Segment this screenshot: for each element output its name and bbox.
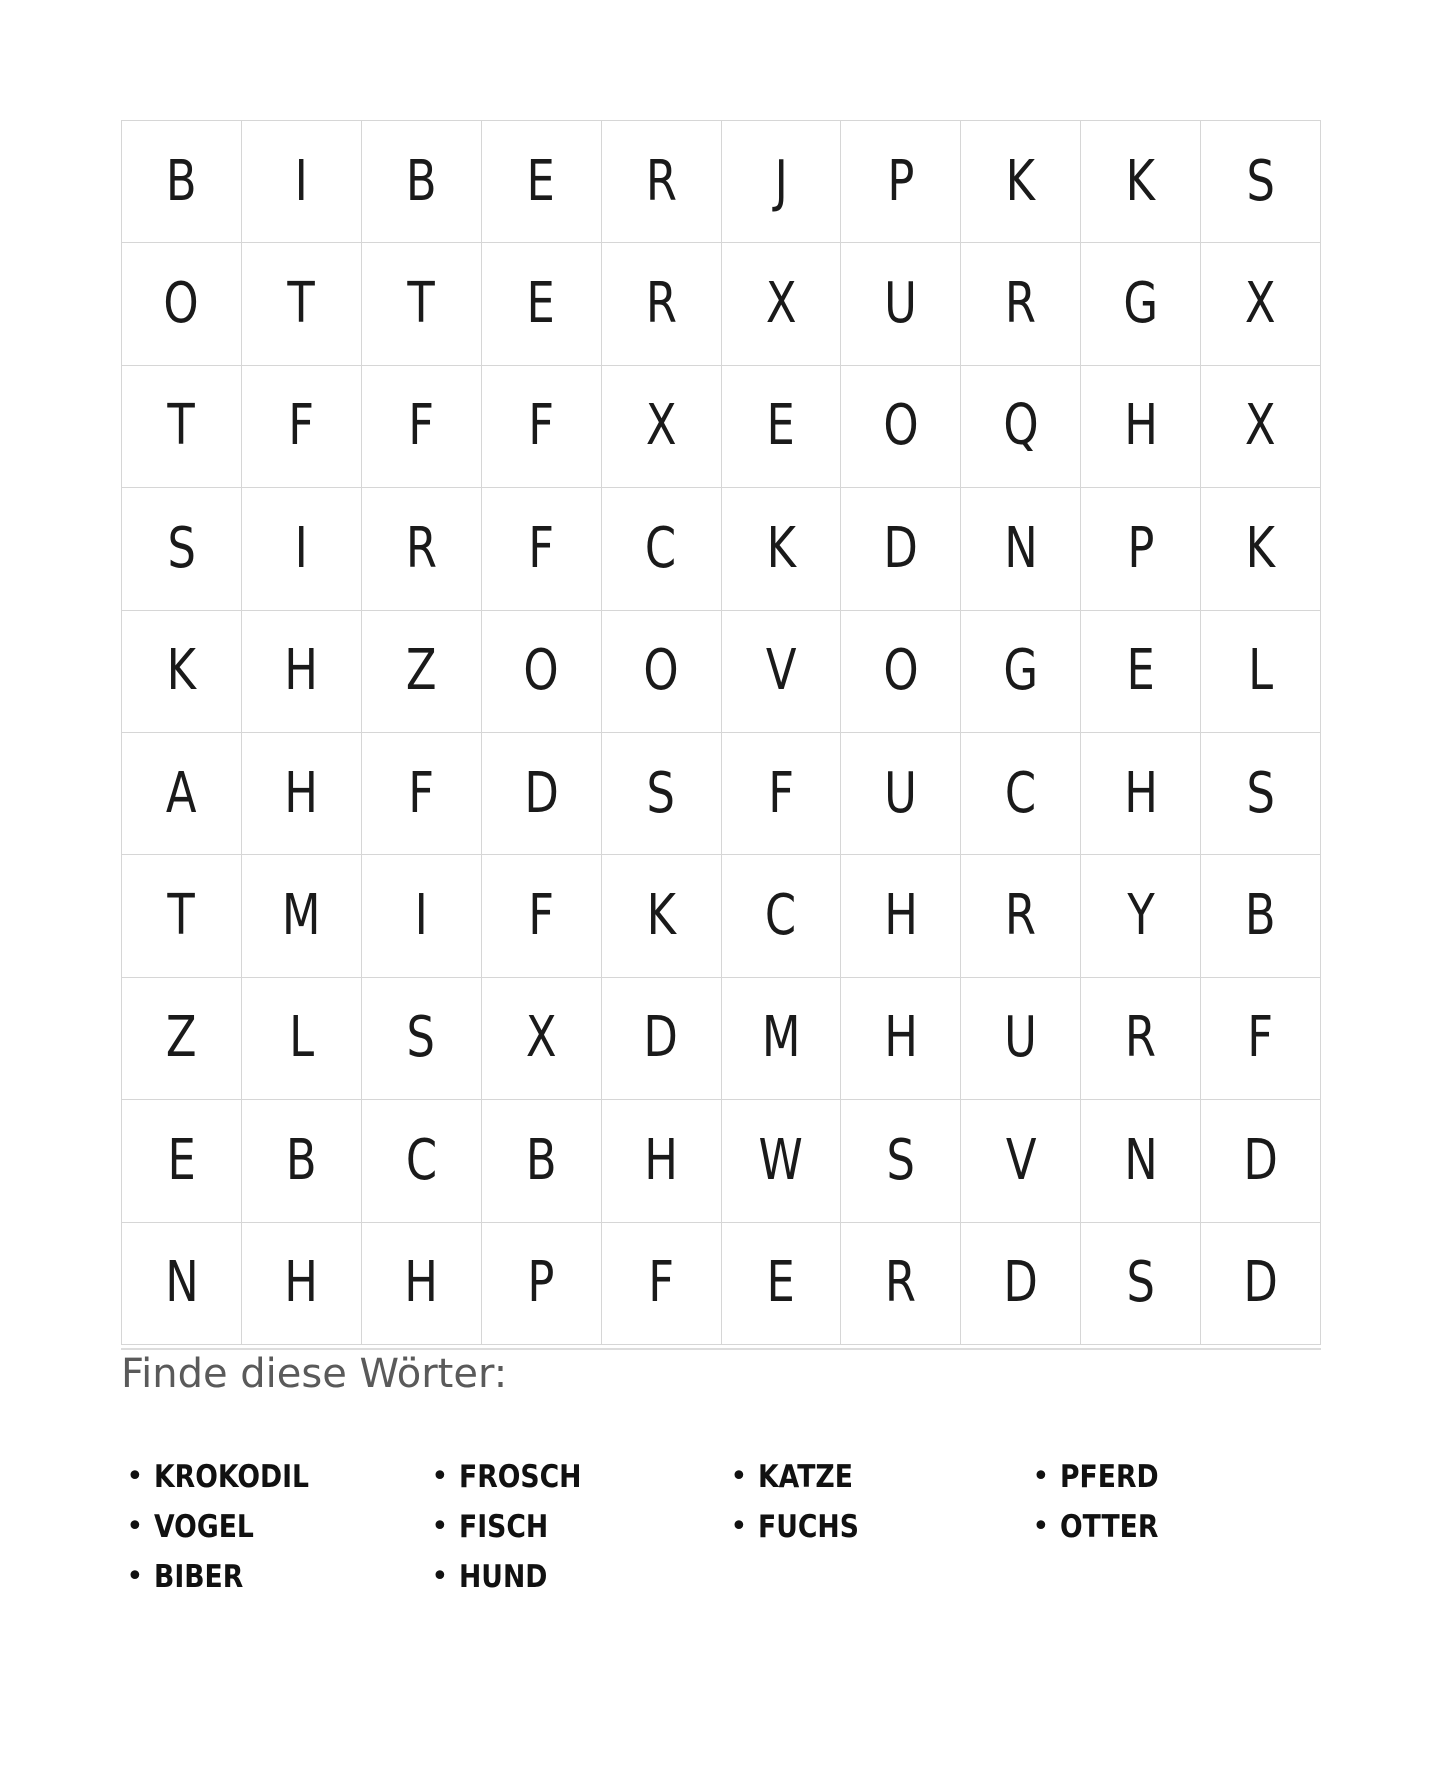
grid-letter: H	[284, 1250, 319, 1316]
grid-letter: I	[414, 883, 428, 949]
grid-letter: C	[1005, 760, 1037, 826]
grid-letter: K	[646, 883, 676, 949]
grid-letter: R	[885, 1250, 917, 1316]
grid-cell-r6c7[interactable]	[841, 733, 960, 854]
letter-grid	[121, 120, 1321, 1345]
grid-letter: X	[1245, 271, 1276, 337]
grid-letter: H	[1123, 393, 1158, 459]
grid-cell-r5c2[interactable]	[242, 611, 361, 732]
grid-cell-r4c3[interactable]	[362, 488, 481, 609]
grid-cell-r10c7[interactable]	[841, 1223, 960, 1344]
grid-cell-r1c9[interactable]	[1081, 121, 1200, 242]
grid-cell-r7c8[interactable]	[961, 855, 1080, 976]
word-label: HUND	[458, 1558, 548, 1595]
grid-letter: G	[1003, 638, 1039, 704]
grid-letter: S	[1246, 760, 1275, 826]
word-item-otter	[1032, 1508, 1356, 1545]
grid-letter: D	[883, 515, 919, 581]
word-item-vogel	[126, 1508, 431, 1545]
word-label: VOGEL	[153, 1508, 254, 1545]
grid-letter: P	[527, 1250, 555, 1316]
grid-cell-r5c7[interactable]	[841, 611, 960, 732]
grid-cell-r8c8[interactable]	[961, 978, 1080, 1099]
grid-cell-r1c2[interactable]	[242, 121, 361, 242]
word-label: KROKODIL	[153, 1458, 309, 1495]
grid-letter: S	[167, 515, 196, 581]
grid-cell-r9c4[interactable]	[482, 1100, 601, 1221]
grid-letter: X	[525, 1005, 557, 1071]
grid-cell-r3c7[interactable]	[841, 366, 960, 487]
grid-letter: U	[1004, 1005, 1038, 1071]
grid-letter: E	[526, 271, 556, 337]
word-label: FROSCH	[458, 1458, 582, 1495]
grid-cell-r7c10[interactable]	[1201, 855, 1320, 976]
grid-letter: F	[408, 393, 435, 459]
grid-letter: H	[883, 1005, 918, 1071]
grid-cell-r8c5[interactable]	[602, 978, 721, 1099]
bullet-icon: •	[126, 1509, 144, 1544]
word-label: PFERD	[1059, 1458, 1159, 1495]
grid-letter: E	[526, 148, 556, 214]
grid-letter: F	[1247, 1005, 1274, 1071]
grid-letter: R	[645, 271, 677, 337]
grid-cell-r6c5[interactable]	[602, 733, 721, 854]
grid-letter: D	[1003, 1250, 1038, 1316]
grid-letter: T	[287, 271, 316, 337]
grid-cell-r5c4[interactable]	[482, 611, 601, 732]
grid-letter: D	[523, 760, 559, 826]
grid-letter: K	[766, 515, 796, 581]
grid-letter: H	[644, 1127, 678, 1193]
grid-letter: R	[405, 515, 437, 581]
grid-cell-r7c6[interactable]	[722, 855, 841, 976]
grid-cell-r1c6[interactable]	[722, 121, 841, 242]
grid-letter: X	[645, 393, 677, 459]
grid-cell-r6c1[interactable]	[122, 733, 241, 854]
bullet-icon: •	[126, 1459, 144, 1494]
grid-cell-r8c9[interactable]	[1081, 978, 1200, 1099]
grid-cell-r10c4[interactable]	[482, 1223, 601, 1344]
grid-cell-r10c5[interactable]	[602, 1223, 721, 1344]
grid-letter: E	[167, 1127, 196, 1193]
grid-letter: K	[166, 638, 197, 704]
grid-letter: H	[404, 1250, 439, 1316]
grid-cell-r9c7[interactable]	[841, 1100, 960, 1221]
bullet-icon: •	[1032, 1509, 1050, 1544]
word-item-frosch	[431, 1458, 730, 1495]
grid-letter: N	[164, 1250, 199, 1316]
grid-letter: U	[884, 760, 918, 826]
word-label: BIBER	[153, 1558, 244, 1595]
grid-cell-r6c10[interactable]	[1201, 733, 1320, 854]
grid-cell-r3c8[interactable]	[961, 366, 1080, 487]
grid-cell-r6c2[interactable]	[242, 733, 361, 854]
grid-cell-r2c3[interactable]	[362, 243, 481, 364]
grid-letter: K	[1125, 148, 1156, 214]
word-list	[126, 1452, 1356, 1602]
grid-cell-r8c6[interactable]	[722, 978, 841, 1099]
grid-cell-r2c5[interactable]	[602, 243, 721, 364]
grid-cell-r9c5[interactable]	[602, 1100, 721, 1221]
grid-letter: S	[407, 1005, 436, 1071]
grid-letter: B	[166, 148, 197, 214]
grid-letter: Y	[1126, 883, 1155, 949]
grid-cell-r2c10[interactable]	[1201, 243, 1320, 364]
grid-letter: G	[1123, 271, 1159, 337]
grid-cell-r1c5[interactable]	[602, 121, 721, 242]
grid-cell-r6c9[interactable]	[1081, 733, 1200, 854]
grid-cell-r5c1[interactable]	[122, 611, 241, 732]
word-item-krokodil	[126, 1458, 431, 1495]
grid-cell-r10c10[interactable]	[1201, 1223, 1320, 1344]
grid-letter: O	[883, 638, 919, 704]
grid-letter: B	[1245, 883, 1276, 949]
grid-cell-r1c3[interactable]	[362, 121, 481, 242]
word-item-fuchs	[730, 1508, 1032, 1545]
grid-letter: C	[405, 1127, 437, 1193]
grid-letter: D	[643, 1005, 679, 1071]
grid-letter: X	[765, 271, 797, 337]
word-list-row	[126, 1552, 1356, 1602]
grid-letter: P	[1127, 515, 1155, 581]
word-item-pferd	[1032, 1458, 1356, 1495]
grid-cell-r4c1[interactable]	[122, 488, 241, 609]
grid-letter: T	[167, 393, 196, 459]
word-label: FISCH	[458, 1508, 548, 1545]
grid-cell-r1c7[interactable]	[841, 121, 960, 242]
grid-cell-r10c3[interactable]	[362, 1223, 481, 1344]
grid-cell-r9c2[interactable]	[242, 1100, 361, 1221]
bullet-icon: •	[431, 1509, 449, 1544]
grid-letter: C	[645, 515, 677, 581]
word-item-fisch	[431, 1508, 730, 1545]
word-item-biber	[126, 1558, 431, 1595]
grid-letter: R	[1125, 1005, 1157, 1071]
grid-letter: E	[766, 393, 796, 459]
grid-cell-r1c8[interactable]	[961, 121, 1080, 242]
grid-cell-r7c7[interactable]	[841, 855, 960, 976]
grid-letter: S	[886, 1127, 916, 1193]
grid-letter: R	[1005, 883, 1037, 949]
grid-letter: F	[528, 883, 555, 949]
grid-letter: V	[1005, 1127, 1037, 1193]
grid-letter: F	[768, 760, 794, 826]
word-list-row	[126, 1502, 1356, 1552]
grid-letter: E	[1126, 638, 1155, 704]
grid-cell-r3c9[interactable]	[1081, 366, 1200, 487]
grid-cell-r9c9[interactable]	[1081, 1100, 1200, 1221]
grid-cell-r8c10[interactable]	[1201, 978, 1320, 1099]
grid-cell-r8c4[interactable]	[482, 978, 601, 1099]
grid-cell-r9c3[interactable]	[362, 1100, 481, 1221]
grid-letter: D	[1243, 1127, 1278, 1193]
grid-letter: K	[1245, 515, 1276, 581]
grid-cell-r5c9[interactable]	[1081, 611, 1200, 732]
grid-cell-r7c3[interactable]	[362, 855, 481, 976]
word-list-row	[126, 1452, 1356, 1502]
grid-letter: I	[294, 148, 308, 214]
grid-letter: M	[761, 1005, 801, 1071]
grid-cell-r5c6[interactable]	[722, 611, 841, 732]
grid-cell-r8c3[interactable]	[362, 978, 481, 1099]
grid-letter: F	[648, 1250, 674, 1316]
grid-letter: L	[288, 1005, 314, 1071]
grid-cell-r10c2[interactable]	[242, 1223, 361, 1344]
grid-letter: H	[284, 760, 319, 826]
grid-letter: Z	[405, 638, 437, 704]
grid-cell-r9c8[interactable]	[961, 1100, 1080, 1221]
grid-cell-r2c6[interactable]	[722, 243, 841, 364]
grid-cell-r9c6[interactable]	[722, 1100, 841, 1221]
grid-letter: O	[643, 638, 679, 704]
grid-letter: S	[1126, 1250, 1155, 1316]
grid-letter: R	[645, 148, 677, 214]
grid-cell-r3c10[interactable]	[1201, 366, 1320, 487]
grid-letter: N	[1003, 515, 1038, 581]
grid-letter: F	[288, 393, 315, 459]
grid-cell-r7c5[interactable]	[602, 855, 721, 976]
grid-letter: C	[765, 883, 797, 949]
word-label: OTTER	[1059, 1508, 1159, 1545]
grid-cell-r2c8[interactable]	[961, 243, 1080, 364]
grid-cell-r2c1[interactable]	[122, 243, 241, 364]
bullet-icon: •	[1032, 1459, 1050, 1494]
grid-cell-r4c8[interactable]	[961, 488, 1080, 609]
grid-cell-r3c2[interactable]	[242, 366, 361, 487]
grid-letter: N	[1123, 1127, 1158, 1193]
grid-cell-r2c4[interactable]	[482, 243, 601, 364]
grid-cell-r10c9[interactable]	[1081, 1223, 1200, 1344]
grid-letter: W	[758, 1127, 804, 1193]
word-list-title: Finde diese Wörter:	[121, 1351, 508, 1397]
grid-cell-r6c4[interactable]	[482, 733, 601, 854]
grid-cell-r3c3[interactable]	[362, 366, 481, 487]
grid-letter: S	[1246, 148, 1275, 214]
grid-letter: U	[884, 271, 918, 337]
grid-letter: H	[284, 638, 319, 704]
grid-cell-r7c1[interactable]	[122, 855, 241, 976]
bullet-icon: •	[431, 1459, 449, 1494]
word-label: FUCHS	[757, 1508, 859, 1545]
grid-letter: X	[1245, 393, 1276, 459]
grid-cell-r3c4[interactable]	[482, 366, 601, 487]
grid-cell-r1c1[interactable]	[122, 121, 241, 242]
grid-cell-r10c6[interactable]	[722, 1223, 841, 1344]
grid-letter: F	[408, 760, 435, 826]
grid-cell-r5c8[interactable]	[961, 611, 1080, 732]
grid-letter: T	[167, 883, 196, 949]
grid-letter: P	[887, 148, 915, 214]
grid-cell-r2c2[interactable]	[242, 243, 361, 364]
grid-letter: J	[774, 148, 788, 214]
grid-cell-r9c1[interactable]	[122, 1100, 241, 1221]
grid-letter: L	[1248, 638, 1274, 704]
grid-cell-r4c7[interactable]	[841, 488, 960, 609]
grid-cell-r9c10[interactable]	[1201, 1100, 1320, 1221]
grid-cell-r5c5[interactable]	[602, 611, 721, 732]
grid-letter: V	[765, 638, 797, 704]
grid-letter: A	[166, 760, 197, 826]
grid-letter: B	[525, 1127, 557, 1193]
grid-letter: D	[1243, 1250, 1278, 1316]
grid-letter: T	[407, 271, 435, 337]
grid-cell-r1c4[interactable]	[482, 121, 601, 242]
grid-cell-r4c9[interactable]	[1081, 488, 1200, 609]
grid-letter: O	[163, 271, 200, 337]
grid-cell-r4c6[interactable]	[722, 488, 841, 609]
grid-cell-r4c2[interactable]	[242, 488, 361, 609]
grid-cell-r7c9[interactable]	[1081, 855, 1200, 976]
word-label: KATZE	[757, 1458, 853, 1495]
grid-letter: H	[883, 883, 918, 949]
grid-letter: O	[883, 393, 919, 459]
grid-letter: E	[766, 1250, 796, 1316]
grid-letter: O	[523, 638, 559, 704]
grid-cell-r8c1[interactable]	[122, 978, 241, 1099]
grid-letter: B	[285, 1127, 317, 1193]
grid-cell-r1c10[interactable]	[1201, 121, 1320, 242]
grid-letter: I	[294, 515, 308, 581]
grid-cell-r10c1[interactable]	[122, 1223, 241, 1344]
grid-cell-r6c6[interactable]	[722, 733, 841, 854]
grid-letter: S	[646, 760, 676, 826]
grid-cell-r5c10[interactable]	[1201, 611, 1320, 732]
grid-letter: R	[1005, 271, 1037, 337]
grid-cell-r2c9[interactable]	[1081, 243, 1200, 364]
grid-letter: H	[1123, 760, 1158, 826]
word-item-hund	[431, 1558, 730, 1595]
grid-letter: Q	[1003, 393, 1039, 459]
grid-cell-r7c4[interactable]	[482, 855, 601, 976]
grid-cell-r4c4[interactable]	[482, 488, 601, 609]
grid-cell-r6c8[interactable]	[961, 733, 1080, 854]
grid-cell-r5c3[interactable]	[362, 611, 481, 732]
bullet-icon: •	[730, 1459, 748, 1494]
grid-cell-r10c8[interactable]	[961, 1223, 1080, 1344]
grid-cell-r3c5[interactable]	[602, 366, 721, 487]
grid-cell-r8c2[interactable]	[242, 978, 361, 1099]
bullet-icon: •	[126, 1559, 144, 1594]
bullet-icon: •	[431, 1559, 449, 1594]
grid-letter: F	[528, 393, 555, 459]
grid-letter: B	[405, 148, 437, 214]
grid-cell-r4c5[interactable]	[602, 488, 721, 609]
grid-letter: Z	[166, 1005, 197, 1071]
grid-cell-r3c6[interactable]	[722, 366, 841, 487]
grid-letter: F	[528, 515, 555, 581]
grid-cell-r8c7[interactable]	[841, 978, 960, 1099]
grid-cell-r6c3[interactable]	[362, 733, 481, 854]
grid-cell-r3c1[interactable]	[122, 366, 241, 487]
grid-cell-r2c7[interactable]	[841, 243, 960, 364]
bullet-icon: •	[730, 1509, 748, 1544]
grid-cell-r4c10[interactable]	[1201, 488, 1320, 609]
word-item-katze	[730, 1458, 1032, 1495]
grid-letter: M	[282, 883, 321, 949]
grid-cell-r7c2[interactable]	[242, 855, 361, 976]
grid-letter: K	[1006, 148, 1036, 214]
